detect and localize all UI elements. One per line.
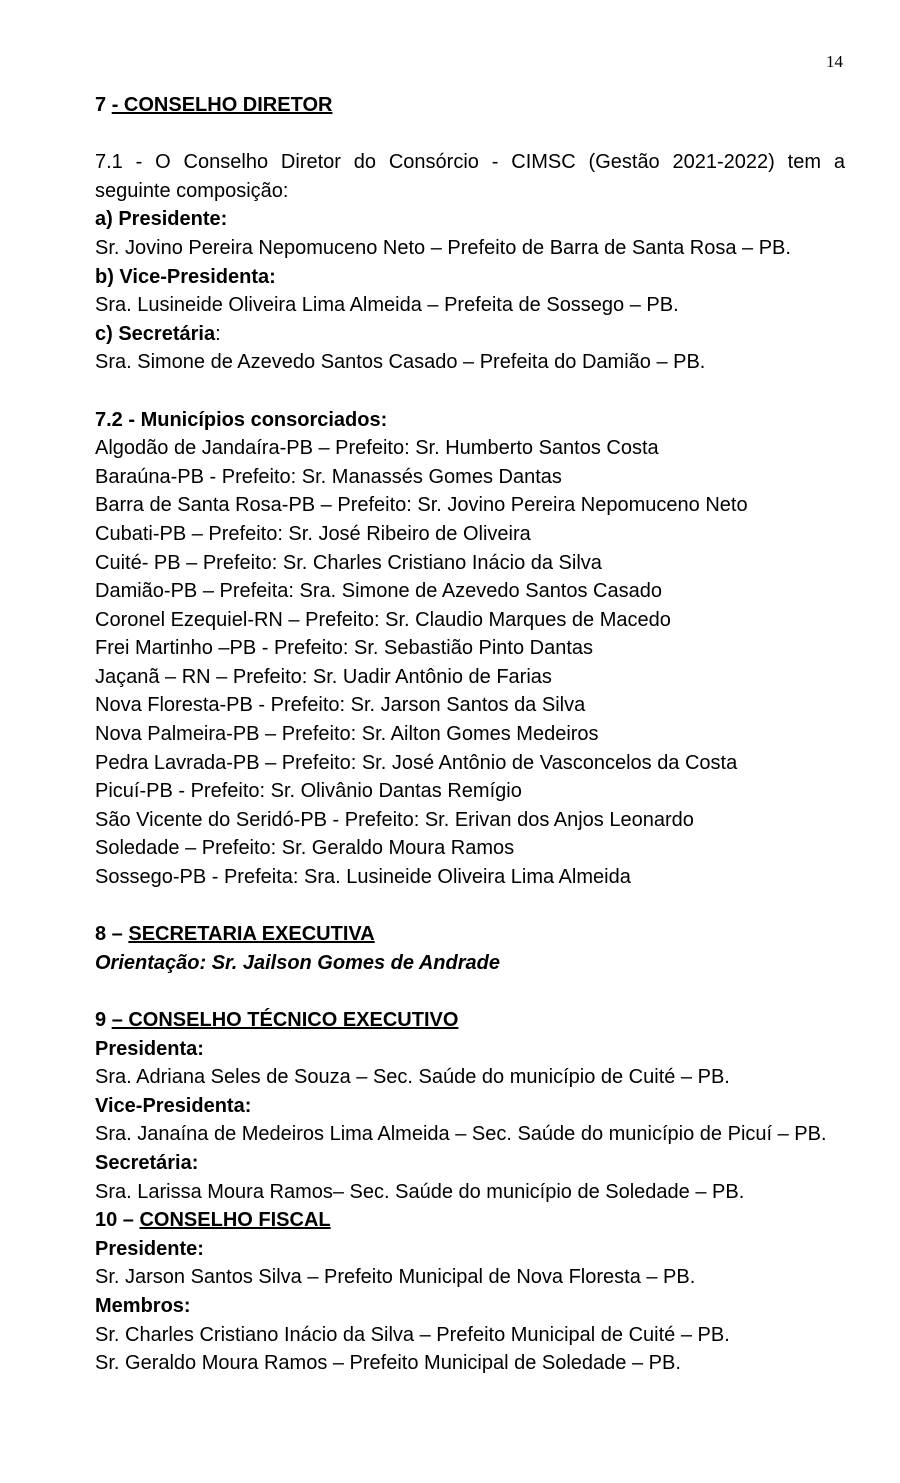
page-number: 14 bbox=[826, 52, 843, 71]
role-holder: Sra. Adriana Seles de Souza – Sec. Saúde do município de Cuité – PB. bbox=[95, 1066, 730, 1089]
section-title: SECRETARIA EXECUTIVA bbox=[128, 923, 375, 946]
list-item: Algodão de Jandaíra-PB – Prefeito: Sr. Humberto Santos Costa bbox=[95, 437, 659, 460]
section-number: 9 bbox=[95, 1009, 112, 1031]
colon: : bbox=[215, 322, 221, 345]
list-item: Coronel Ezequiel-RN – Prefeito: Sr. Claudio Marques de Macedo bbox=[95, 608, 671, 631]
role-holder: Sra. Simone de Azevedo Santos Casado – Prefeita do Damião – PB. bbox=[95, 351, 706, 374]
role-label-secretaria bbox=[95, 320, 845, 349]
list-item: Soledade – Prefeito: Sr. Geraldo Moura Ramos bbox=[95, 837, 515, 860]
list-item: Pedra Lavrada-PB – Prefeito: Sr. José Antônio de Vasconcelos da Costa bbox=[95, 751, 738, 774]
member-item: Sr. Geraldo Moura Ramos – Prefeito Municipal de Soledade – PB. bbox=[95, 1352, 681, 1375]
member-item: Sr. Charles Cristiano Inácio da Silva – Prefeito Municipal de Cuité – PB. bbox=[95, 1323, 730, 1346]
list-item: Nova Palmeira-PB – Prefeito: Sr. Ailton Gomes Medeiros bbox=[95, 723, 599, 746]
orientacao-line: Orientação: Sr. Jailson Gomes de Andrade bbox=[95, 951, 500, 974]
role-label: Membros: bbox=[95, 1294, 191, 1317]
list-item: Barra de Santa Rosa-PB – Prefeito: Sr. Jovino Pereira Nepomuceno Neto bbox=[95, 494, 748, 517]
role-label: Presidente: bbox=[95, 1237, 204, 1260]
section-10-heading bbox=[95, 1206, 845, 1235]
section-number: 7 bbox=[95, 94, 112, 116]
section-7-heading bbox=[95, 91, 845, 120]
list-item: Frei Martinho –PB - Prefeito: Sr. Sebastião Pinto Dantas bbox=[95, 637, 594, 660]
role-label: Presidenta: bbox=[95, 1037, 204, 1060]
role-label: Secretária: bbox=[95, 1151, 199, 1174]
role-label: Vice-Presidenta: bbox=[95, 1094, 252, 1117]
list-item: Jaçanã – RN – Prefeito: Sr. Uadir Antônio de Farias bbox=[95, 665, 552, 688]
role-holder: Sra. Janaína de Medeiros Lima Almeida – Sec. Saúde do município de Picuí – PB. bbox=[95, 1123, 827, 1146]
role-holder: Sr. Jarson Santos Silva – Prefeito Municipal de Nova Floresta – PB. bbox=[95, 1266, 696, 1289]
municipios-list bbox=[95, 434, 845, 892]
role-holder: Sra. Larissa Moura Ramos– Sec. Saúde do município de Soledade – PB. bbox=[95, 1180, 745, 1203]
list-item: Cubati-PB – Prefeito: Sr. José Ribeiro de Oliveira bbox=[95, 522, 531, 545]
section-title: CONSELHO FISCAL bbox=[139, 1209, 331, 1232]
role-label: b) Vice-Presidenta: bbox=[95, 265, 276, 288]
intro-line: 7.1 - O Conselho Diretor do Consórcio - CIMSC (Gestão 2021-2022) tem a bbox=[95, 151, 845, 174]
list-item: Cuité- PB – Prefeito: Sr. Charles Cristiano Inácio da Silva bbox=[95, 551, 602, 574]
role-label: c) Secretária bbox=[95, 322, 216, 345]
list-item: São Vicente do Seridó-PB - Prefeito: Sr. Erivan dos Anjos Leonardo bbox=[95, 808, 694, 831]
section-number: 8 – bbox=[95, 923, 129, 946]
list-item: Damião-PB – Prefeita: Sra. Simone de Azevedo Santos Casado bbox=[95, 580, 662, 603]
role-holder: Sra. Lusineide Oliveira Lima Almeida – Prefeita de Sossego – PB. bbox=[95, 294, 679, 317]
role-holder: Sr. Jovino Pereira Nepomuceno Neto – Prefeito de Barra de Santa Rosa – PB. bbox=[95, 236, 791, 259]
intro-line: seguinte composição: bbox=[95, 179, 289, 202]
section-number: 10 – bbox=[95, 1209, 140, 1232]
list-item: Sossego-PB - Prefeita: Sra. Lusineide Oliveira Lima Almeida bbox=[95, 866, 631, 889]
list-item: Baraúna-PB - Prefeito: Sr. Manassés Gomes Dantas bbox=[95, 465, 562, 488]
role-label: a) Presidente: bbox=[95, 208, 228, 231]
list-item: Nova Floresta-PB - Prefeito: Sr. Jarson Santos da Silva bbox=[95, 694, 586, 717]
section-8-heading bbox=[95, 920, 845, 949]
municipios-heading: 7.2 - Municípios consorciados: bbox=[95, 408, 388, 431]
section-title: – CONSELHO TÉCNICO EXECUTIVO bbox=[111, 1009, 459, 1031]
section-title: - CONSELHO DIRETOR bbox=[111, 94, 333, 116]
section-9-heading bbox=[95, 1006, 845, 1035]
list-item: Picuí-PB - Prefeito: Sr. Olivânio Dantas Remígio bbox=[95, 780, 522, 803]
document-body bbox=[95, 91, 845, 1378]
